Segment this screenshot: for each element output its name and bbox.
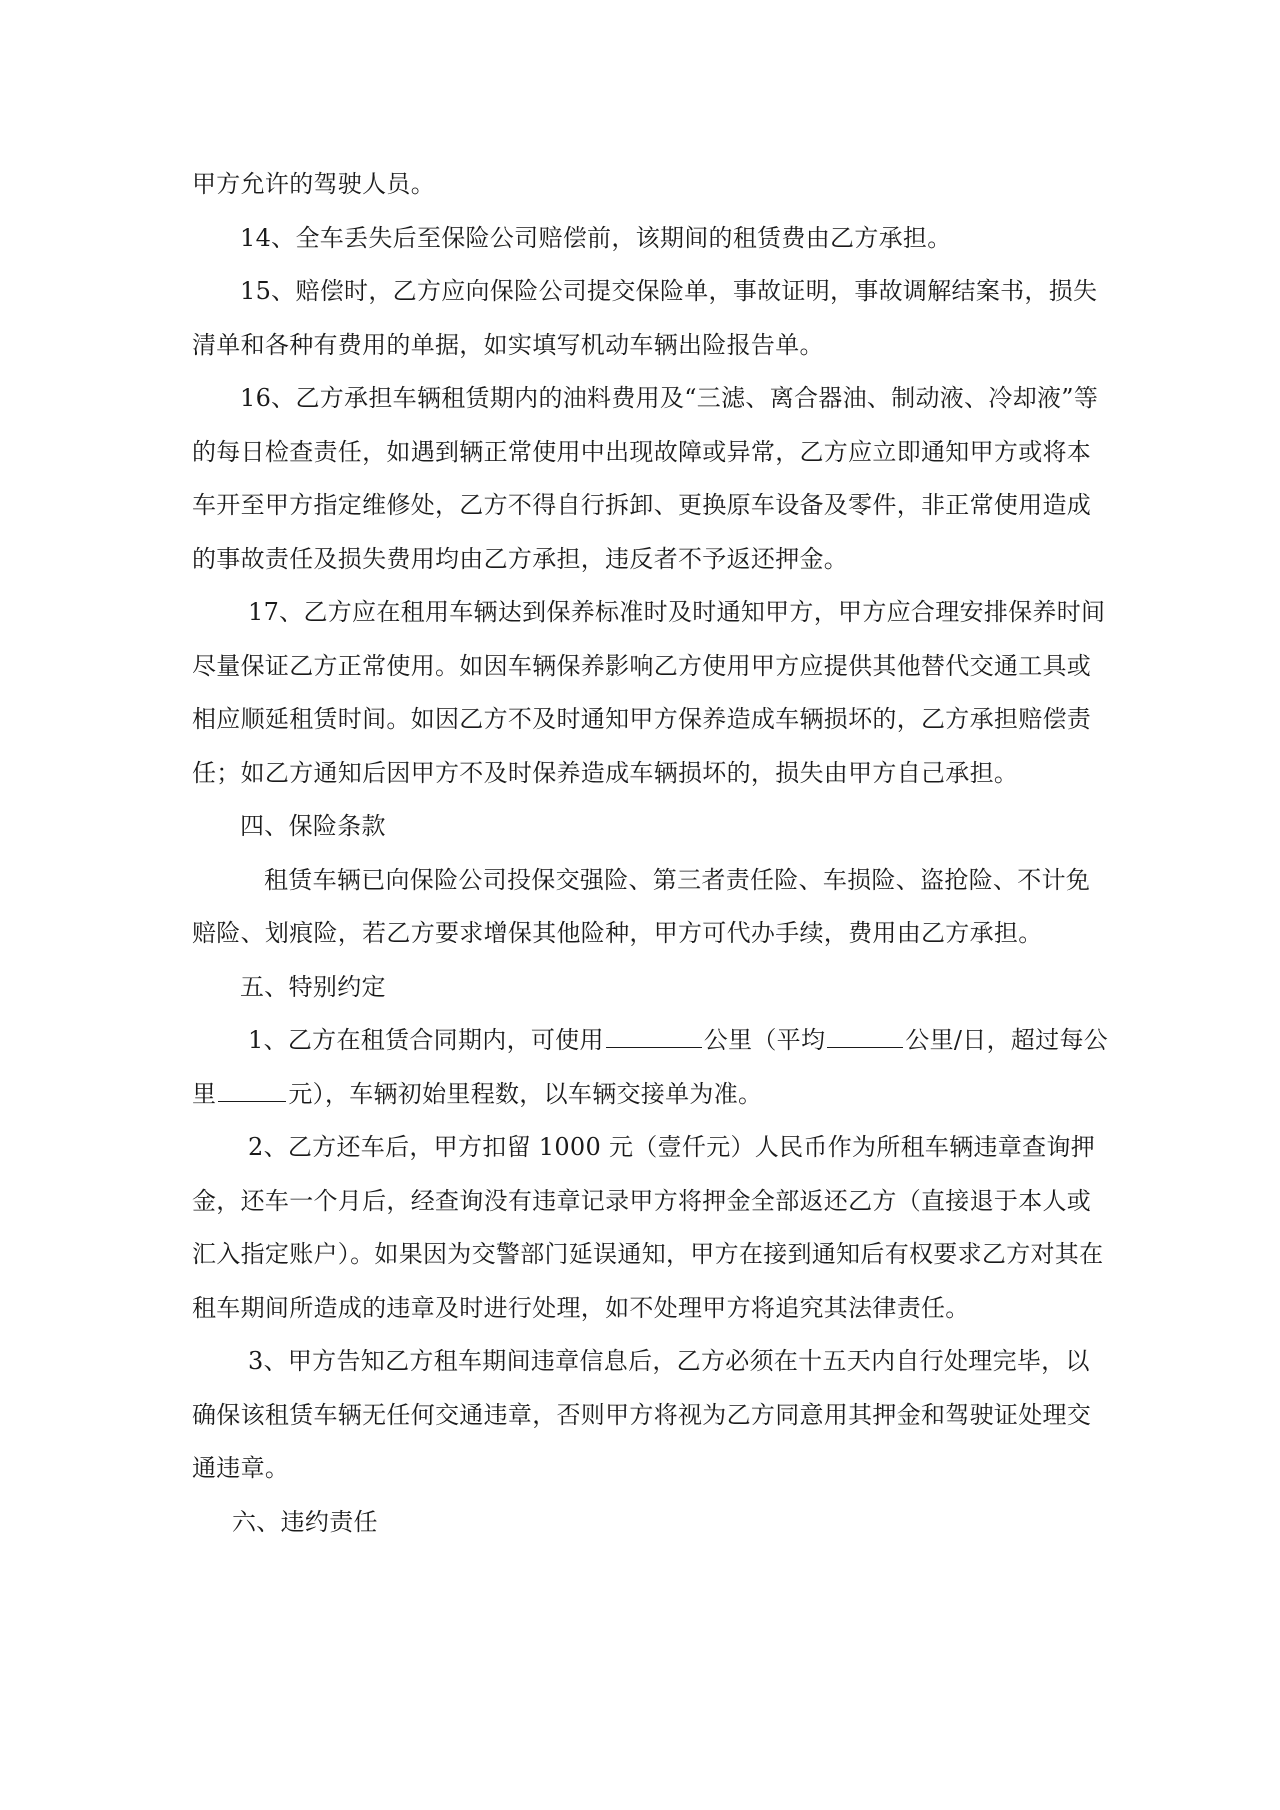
special-term-1-part-d: 元），车辆初始里程数，以车辆交接单为准。 <box>288 1079 763 1108</box>
document-body <box>192 158 1112 1549</box>
special-term-1-part-b: 公里（平均 <box>703 1026 826 1054</box>
blank-line-total-km[interactable] <box>606 1021 702 1048</box>
special-term-1 <box>192 1014 1112 1121</box>
insurance-paragraph: 租赁车辆已向保险公司投保交强险、第三者责任险、车损险、盗抢险、不计免赔险、划痕险，若乙方要求增保其他险种，甲方可代办手续，费用由乙方承担。 <box>192 865 1091 947</box>
blank-line-fee-per-km[interactable] <box>218 1075 286 1102</box>
special-term-3: 3、甲方告知乙方租车期间违章信息后，乙方必须在十五天内自行处理完毕，以确保该租赁车辆无任何交通违章，否则甲方将视为乙方同意用其押金和驾驶证处理交通违章。 <box>192 1347 1092 1482</box>
paragraph-continuation: 甲方允许的驾驶人员。 <box>192 170 435 198</box>
special-term-1-part-a: 1、乙方在租赁合同期内，可使用 <box>248 1026 604 1054</box>
clause-15: 15、赔偿时，乙方应向保险公司提交保险单，事故证明，事故调解结案书，损失清单和各种有费用的单据，如实填写机动车辆出险报告单。 <box>192 277 1098 359</box>
section-heading-liability: 六、违约责任 <box>232 1507 378 1536</box>
special-term-1-part-c: 公里/日，超过每公里 <box>192 1026 1109 1108</box>
section-heading-special-terms: 五、特别约定 <box>240 972 386 1001</box>
special-term-2: 2、乙方还车后，甲方扣留 1000 元（壹仟元）人民币作为所租车辆违章查询押金，还车一个月后，经查询没有违章记录甲方将押金全部返还乙方（直接退于本人或汇入指定账户）。如果因为交警部门延误通知，甲方在接到通知后有权要求乙方对其在租车期间所造成的违章及时进行处理，如不处理甲方将追究其法律责任。 <box>192 1133 1104 1322</box>
clause-14: 14、全车丢失后至保险公司赔偿前，该期间的租赁费由乙方承担。 <box>240 223 952 252</box>
clause-16: 16、乙方承担车辆租赁期内的油料费用及“三滤、离合器油、制动液、冷却液”等的每日检查责任，如遇到辆正常使用中出现故障或异常，乙方应立即通知甲方或将本车开至甲方指定维修处，乙方不得自行拆卸、更换原车设备及零件，非正常使用造成的事故责任及损失费用均由乙方承担，违反者不予返还押金。 <box>192 384 1099 573</box>
section-heading-insurance: 四、保险条款 <box>240 812 386 840</box>
blank-line-daily-km[interactable] <box>827 1021 903 1048</box>
clause-17: 17、乙方应在租用车辆达到保养标准时及时通知甲方，甲方应合理安排保养时间尽量保证乙方正常使用。如因车辆保养影响乙方使用甲方应提供其他替代交通工具或相应顺延租赁时间。如因乙方不及时通知甲方保养造成车辆损坏的，乙方承担赔偿责任；如乙方通知后因甲方不及时保养造成车辆损坏的，损失由甲方自己承担。 <box>192 598 1106 787</box>
